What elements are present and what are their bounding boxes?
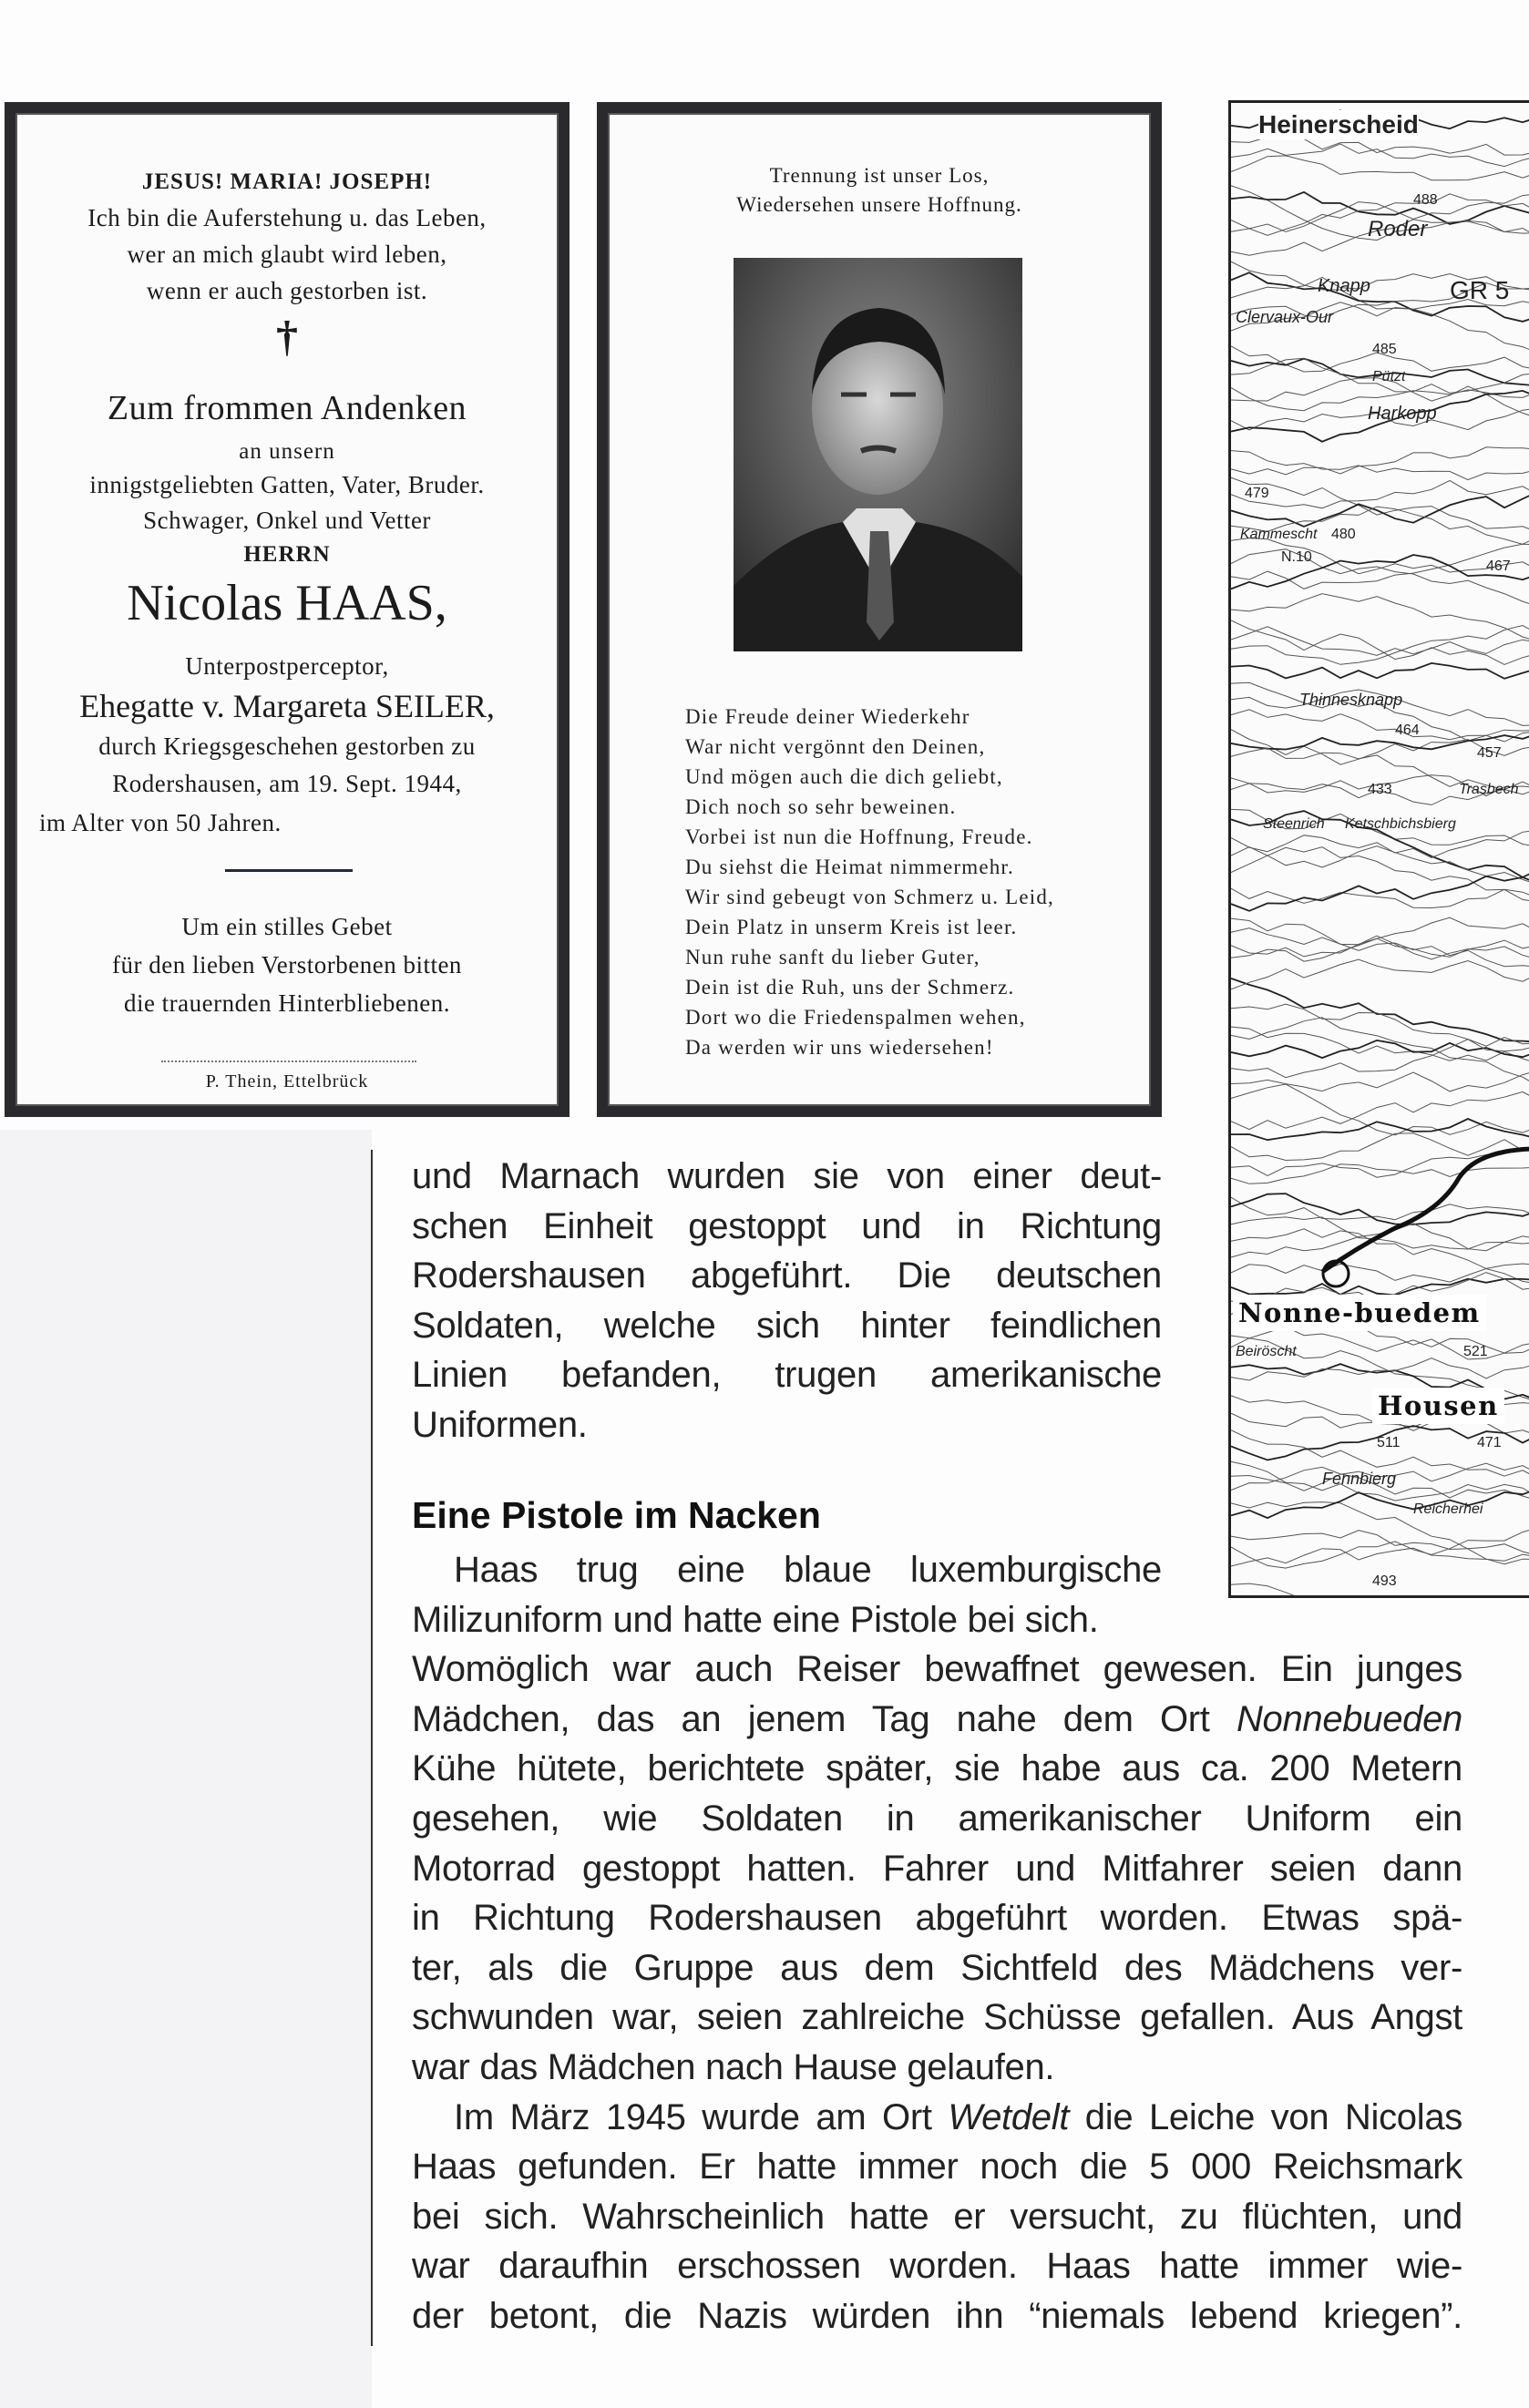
poem-line: Du siehst die Heimat nimmermehr.: [685, 856, 1014, 878]
contour-line: [1231, 928, 1529, 968]
contour-line: [1231, 1531, 1529, 1557]
contour-line: [1231, 1004, 1529, 1046]
an-unsern: an unsern: [239, 439, 335, 464]
contour-line: [1231, 1264, 1529, 1284]
poem-line: Dort wo die Friedenspalmen wehen,: [685, 1006, 1026, 1029]
contour-line: [1231, 144, 1529, 167]
text-line: [412, 1695, 1462, 1744]
text-line: Uniformen.: [412, 1405, 588, 1445]
contour-line: [1231, 1091, 1529, 1129]
text-line: [412, 2043, 1462, 2092]
contour-line: [1231, 1488, 1529, 1518]
poem-line: Vorbei ist nun die Hoffnung, Freude.: [685, 825, 1033, 848]
text-line: Rodershausen abgeführt. Die deutschen: [412, 1255, 1162, 1296]
map-label: N.10: [1281, 549, 1312, 565]
text-line: [412, 1893, 1462, 1942]
text-line: [412, 2093, 1462, 2142]
verse-line: wer an mich glaubt wird leben,: [127, 241, 447, 268]
map-label: Thinnesknapp: [1299, 691, 1403, 709]
relations-line: innigstgeliebten Gatten, Vater, Bruder.: [89, 471, 485, 498]
text-segment: die Leiche von Nicolas: [1069, 2096, 1462, 2137]
spouse-line: Ehegatte v. Margareta SEILER,: [79, 688, 495, 724]
section-heading: Eine Pistole im Nacken: [412, 1494, 821, 1536]
contour-line: [1231, 1084, 1529, 1135]
motto-line: Wiedersehen unsere Hoffnung.: [736, 193, 1022, 216]
contour-line: [1231, 627, 1529, 656]
contour-line: [1231, 830, 1529, 858]
text-segment: war das Mädchen nach Hause gelaufen.: [412, 2047, 1055, 2087]
text-segment: Mädchen, das an jenem Tag nahe dem Ort: [412, 1698, 1237, 1739]
map-label: Kammescht: [1240, 527, 1318, 542]
text-line: Haas trug eine blaue luxemburgische: [454, 1550, 1162, 1590]
page-margin-shade: [0, 1130, 372, 2408]
poem-line: Dein ist die Ruh, uns der Schmerz.: [685, 976, 1015, 999]
text-line: und Marnach wurden sie von einer deut-: [412, 1156, 1162, 1196]
map-label: Pützt: [1372, 369, 1406, 384]
column-rule: [371, 1150, 373, 2346]
poem-line: War nicht vergönnt den Deinen,: [685, 735, 986, 758]
memorial-card-text: [5, 102, 570, 1117]
map-label: Roder: [1368, 217, 1428, 241]
contour-line: [1231, 1358, 1529, 1380]
text-line: [412, 2241, 1462, 2290]
text-segment: schwunden war, seien zahlreiche Schüsse gefallen. Aus Angst: [412, 1997, 1462, 2038]
map-label: 479: [1245, 486, 1269, 501]
portrait-photo: [734, 258, 1022, 651]
map-label: GR 5: [1450, 276, 1510, 304]
contour-line: [1231, 1224, 1529, 1257]
profession: Unterpostperceptor,: [185, 652, 389, 680]
contour-line: [1231, 710, 1529, 740]
text-line: [412, 2142, 1462, 2191]
printer-credit: P. Thein, Ettelbrück: [205, 1071, 369, 1091]
text-line: Soldaten, welche sich hinter feindlichen: [412, 1305, 1162, 1346]
map-label: Harkopp: [1368, 404, 1437, 424]
text-segment: Kühe hütete, berichtete später, sie habe aus ca. 200 Metern: [412, 1748, 1462, 1789]
cross-icon: †: [276, 313, 298, 361]
contour-line: [1231, 490, 1529, 527]
prayer-line: die trauernden Hinterbliebenen.: [123, 989, 451, 1017]
dotted-rule: [161, 1061, 416, 1062]
map-label: Steenrich: [1263, 816, 1325, 832]
death-line: im Alter von 50 Jahren.: [39, 809, 282, 836]
map-label: 511: [1377, 1435, 1401, 1450]
map-label: Clervaux-Our: [1236, 308, 1334, 326]
map-label: 488: [1413, 192, 1438, 208]
relations-line: Schwager, Onkel und Vetter: [143, 507, 431, 534]
contour-line: [1231, 959, 1529, 989]
map-label: Beiröscht: [1236, 1344, 1297, 1359]
map-label: Ketschbichsbierg: [1345, 816, 1456, 832]
poem-line: Wir sind gebeugt von Schmerz u. Leid,: [685, 886, 1054, 908]
text-segment: gesehen, wie Soldaten in amerikanischer Uniform ein: [412, 1798, 1462, 1839]
place-label-nonnebuedem: Nonne-buedem: [1233, 1295, 1486, 1331]
map-label: 485: [1372, 342, 1397, 357]
map-label: 493: [1372, 1573, 1397, 1589]
poem-line: Dein Platz in unserm Kreis ist leer.: [685, 916, 1018, 938]
italic-place-name: Nonnebueden: [1236, 1698, 1462, 1739]
text-line: [412, 1993, 1462, 2042]
contour-line: [1231, 1018, 1529, 1088]
contour-line: [1231, 555, 1529, 589]
text-line: [412, 2291, 1462, 2341]
poem-line: Dich noch so sehr beweinen.: [685, 795, 957, 818]
contour-line: [1231, 888, 1529, 907]
poem-line: Die Freude deiner Wiederkehr: [685, 705, 970, 728]
text-line: [412, 1844, 1462, 1893]
contour-line: [1231, 1194, 1529, 1224]
contour-line: [1231, 549, 1529, 608]
contour-line: [1231, 979, 1529, 1042]
text-line: [412, 1645, 1462, 1694]
text-line: Linien befanden, trugen amerikanische: [412, 1355, 1162, 1396]
contour-line: [1231, 876, 1529, 911]
text-segment: in Richtung Rodershausen abgeführt worden. Etwas spä-: [412, 1898, 1462, 1939]
text-line: Milizuniform und hatte eine Pistole bei sich.: [412, 1599, 1099, 1640]
map-label: 457: [1477, 745, 1502, 761]
text-line: [412, 1744, 1462, 1793]
contour-line: [1231, 1147, 1529, 1177]
text-segment: der betont, die Nazis würden ihn “niemals lebend kriegen”.: [412, 2296, 1462, 2336]
herrn: HERRN: [243, 542, 331, 567]
poem-line: Und mögen auch die dich geliebt,: [685, 765, 1003, 788]
contour-line: [1231, 938, 1529, 957]
topographic-map: [1228, 100, 1529, 1598]
contour-line: [1231, 1502, 1529, 1564]
text-segment: war daraufhin erschossen worden. Haas hatte immer wie-: [412, 2246, 1462, 2287]
contour-line: [1231, 663, 1529, 679]
map-label: Trasbech: [1459, 782, 1519, 797]
motto-line: Trennung ist unser Los,: [769, 164, 990, 187]
map-label: Heinerscheid: [1258, 110, 1419, 138]
map-label: 464: [1395, 722, 1420, 738]
contour-line: [1231, 1119, 1529, 1140]
text-line: [412, 1794, 1462, 1843]
map-label: 471: [1477, 1435, 1502, 1450]
contour-line: [1231, 1548, 1529, 1566]
text-line: [412, 2192, 1462, 2241]
map-label: Knapp: [1318, 276, 1370, 296]
prayer-line: für den lieben Verstorbenen bitten: [112, 951, 462, 979]
contour-line: [1231, 1164, 1529, 1184]
memorial-card-portrait: [597, 102, 1162, 1117]
map-label: 480: [1331, 527, 1356, 542]
divider: [225, 869, 353, 872]
poem-line: Nun ruhe sanft du lieber Guter,: [685, 946, 980, 968]
map-label: 521: [1463, 1344, 1488, 1359]
contour-line: [1231, 594, 1529, 642]
card-title: Zum frommen Andenken: [107, 389, 467, 427]
contour-line: [1231, 1070, 1529, 1091]
contour-line: [1231, 156, 1529, 180]
map-label: Fennbierg: [1322, 1470, 1397, 1488]
text-segment: ter, als die Gruppe aus dem Sichtfeld des Mädchens ver-: [412, 1947, 1462, 1988]
poem-line: Da werden wir uns wiedersehen!: [685, 1036, 994, 1059]
invocation: JESUS! MARIA! JOSEPH!: [141, 169, 433, 194]
verse-line: Ich bin die Auferstehung u. das Leben,: [87, 204, 487, 231]
contour-line: [1231, 626, 1529, 665]
map-label: 433: [1368, 782, 1392, 797]
italic-place-name: Wetdelt: [948, 2096, 1070, 2137]
contour-line: [1231, 538, 1529, 574]
text-segment: Womöglich war auch Reiser bewaffnet gewesen. Ein junges: [412, 1649, 1462, 1690]
verse-line: wenn er auch gestorben ist.: [146, 277, 428, 304]
contour-line: [1231, 480, 1529, 507]
map-label: Reicherhei: [1413, 1501, 1483, 1517]
text-segment: Motorrad gestoppt hatten. Fahrer und Mitfahrer seien dann: [412, 1848, 1462, 1889]
deceased-name: Nicolas HAAS,: [127, 575, 447, 631]
text-segment: bei sich. Wahrscheinlich hatte er versucht, zu flüchten, und: [412, 2196, 1462, 2237]
contour-line: [1231, 451, 1529, 480]
text-segment: Haas gefunden. Er hatte immer noch die 5 000 Reichsmark: [412, 2147, 1462, 2188]
contour-line: [1231, 1197, 1529, 1220]
place-label-housen: Housen: [1372, 1388, 1504, 1424]
map-label: 467: [1486, 558, 1511, 574]
map-contours: [1231, 103, 1529, 1595]
death-line: Rodershausen, am 19. Sept. 1944,: [112, 770, 462, 797]
contour-line: [1231, 447, 1529, 475]
text-line: schen Einheit gestoppt und in Richtung: [412, 1205, 1162, 1246]
text-line: [412, 1943, 1462, 1993]
text-segment: Im März 1945 wurde am Ort: [454, 2096, 949, 2137]
death-line: durch Kriegsgeschehen gestorben zu: [98, 733, 476, 760]
prayer-line: Um ein stilles Gebet: [181, 913, 393, 940]
